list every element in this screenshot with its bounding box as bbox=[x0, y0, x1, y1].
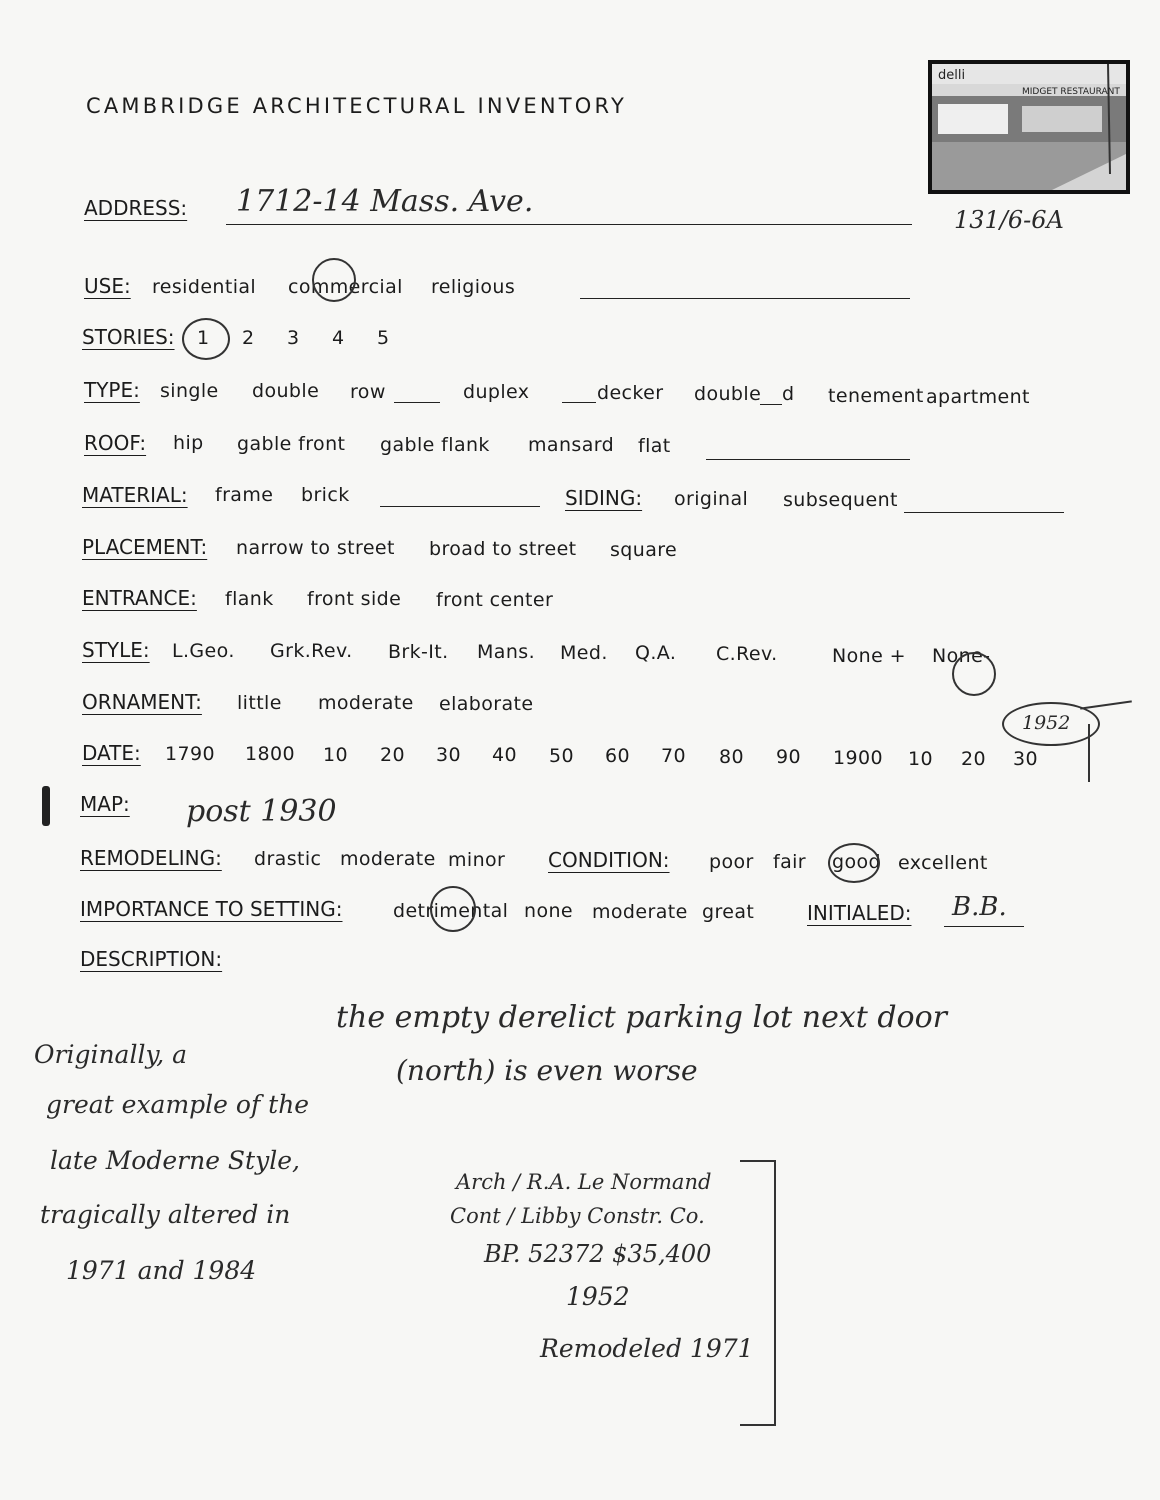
address-ref: 131/6-6A bbox=[954, 206, 1064, 234]
style-grkrev[interactable]: Grk.Rev. bbox=[270, 640, 353, 662]
type-label: TYPE: bbox=[84, 378, 140, 402]
style-none-minus[interactable]: None- bbox=[932, 645, 991, 667]
remodeling-drastic[interactable]: drastic bbox=[254, 848, 322, 870]
ornament-little[interactable]: little bbox=[237, 692, 282, 714]
type-row-line bbox=[394, 402, 440, 403]
roof-hip[interactable]: hip bbox=[173, 432, 204, 454]
remodeling-label: REMODELING: bbox=[80, 846, 222, 870]
condition-good-circle bbox=[828, 843, 880, 883]
ornament-label: ORNAMENT: bbox=[82, 690, 202, 714]
note-side-line5: 1971 and 1984 bbox=[66, 1256, 257, 1285]
type-decker-line bbox=[562, 402, 596, 403]
entrance-front-center[interactable]: front center bbox=[436, 589, 554, 611]
date-label: DATE: bbox=[82, 741, 141, 765]
note-arch-line3: BP. 52372 $35,400 bbox=[484, 1240, 712, 1268]
date-1900[interactable]: 1900 bbox=[833, 747, 883, 769]
date-1910[interactable]: 10 bbox=[908, 748, 933, 770]
stories-5[interactable]: 5 bbox=[377, 327, 390, 349]
roof-gable-flank[interactable]: gable flank bbox=[380, 434, 490, 456]
type-duplex[interactable]: duplex bbox=[463, 381, 530, 403]
importance-detrimental-circle bbox=[430, 886, 476, 932]
date-1790[interactable]: 1790 bbox=[165, 743, 215, 765]
date-70[interactable]: 70 bbox=[661, 745, 686, 767]
placement-square[interactable]: square bbox=[610, 539, 678, 561]
date-1800[interactable]: 1800 bbox=[245, 743, 295, 765]
use-label: USE: bbox=[84, 274, 131, 298]
style-lgeo[interactable]: L.Geo. bbox=[172, 640, 235, 662]
roof-label: ROOF: bbox=[84, 431, 147, 455]
address-label: ADDRESS: bbox=[84, 196, 188, 220]
description-label: DESCRIPTION: bbox=[80, 947, 223, 971]
date-1930[interactable]: 30 bbox=[1013, 748, 1038, 770]
style-none-minus-circle bbox=[952, 652, 996, 696]
placement-label: PLACEMENT: bbox=[82, 535, 208, 559]
use-residential[interactable]: residential bbox=[152, 276, 257, 298]
note-bracket bbox=[740, 1160, 776, 1426]
placement-broad[interactable]: broad to street bbox=[429, 538, 577, 560]
form-title: CAMBRIDGE ARCHITECTURAL INVENTORY bbox=[86, 94, 628, 118]
importance-great[interactable]: great bbox=[702, 901, 755, 923]
entrance-flank[interactable]: flank bbox=[225, 588, 274, 610]
importance-moderate[interactable]: moderate bbox=[592, 901, 688, 923]
type-d[interactable]: d bbox=[782, 383, 795, 405]
date-20[interactable]: 20 bbox=[380, 744, 405, 766]
date-30[interactable]: 30 bbox=[436, 744, 461, 766]
use-commercial[interactable]: commercial bbox=[288, 276, 403, 298]
note-side-line1: Originally, a bbox=[34, 1040, 188, 1069]
photo-sign-restaurant: MIDGET RESTAURANT bbox=[1022, 87, 1120, 97]
margin-mark bbox=[42, 786, 50, 826]
type-apartment[interactable]: apartment bbox=[926, 386, 1030, 408]
roof-gable-front[interactable]: gable front bbox=[237, 433, 346, 455]
style-med[interactable]: Med. bbox=[560, 642, 608, 664]
address-value: 1712-14 Mass. Ave. bbox=[236, 184, 534, 219]
condition-fair[interactable]: fair bbox=[773, 851, 807, 873]
placement-narrow[interactable]: narrow to street bbox=[236, 537, 395, 559]
note-side-line3: late Moderne Style, bbox=[50, 1146, 300, 1175]
type-double[interactable]: double bbox=[252, 380, 320, 402]
date-handwritten-1952: 1952 bbox=[1022, 712, 1071, 734]
date-1920[interactable]: 20 bbox=[961, 748, 986, 770]
use-commercial-circle bbox=[312, 258, 356, 302]
roof-other-line bbox=[706, 459, 910, 460]
type-double-d-line bbox=[760, 404, 782, 405]
initialed-value: B.B. bbox=[952, 892, 1007, 922]
condition-poor[interactable]: poor bbox=[709, 851, 754, 873]
entrance-label: ENTRANCE: bbox=[82, 586, 197, 610]
style-crev[interactable]: C.Rev. bbox=[716, 643, 778, 665]
note-parking-line1: the empty derelict parking lot next door bbox=[336, 1000, 948, 1035]
condition-excellent[interactable]: excellent bbox=[898, 852, 988, 874]
roof-mansard[interactable]: mansard bbox=[528, 434, 615, 456]
note-arch-line1: Arch / R.A. Le Normand bbox=[456, 1170, 712, 1194]
style-mans[interactable]: Mans. bbox=[477, 641, 536, 663]
initialed-label: INITIALED: bbox=[807, 901, 912, 925]
map-label: MAP: bbox=[80, 792, 130, 816]
condition-good[interactable]: good bbox=[832, 851, 881, 873]
siding-subsequent[interactable]: subsequent bbox=[783, 489, 898, 511]
date-strike-mark bbox=[1080, 700, 1132, 709]
type-row[interactable]: row bbox=[350, 381, 386, 403]
siding-original[interactable]: original bbox=[674, 488, 749, 510]
note-parking-line2: (north) is even worse bbox=[396, 1054, 698, 1087]
use-other-line bbox=[580, 298, 910, 299]
type-tenement[interactable]: tenement bbox=[828, 385, 924, 407]
siding-other-line bbox=[904, 512, 1064, 513]
material-other-line bbox=[380, 506, 540, 507]
ornament-elaborate[interactable]: elaborate bbox=[439, 693, 534, 715]
stories-1[interactable]: 1 bbox=[197, 327, 210, 349]
importance-none[interactable]: none bbox=[524, 900, 573, 922]
entrance-front-side[interactable]: front side bbox=[307, 588, 402, 610]
note-arch-line5: Remodeled 1971 bbox=[540, 1334, 754, 1363]
note-arch-line4: 1952 bbox=[566, 1282, 630, 1311]
photo-sign-deli: delli bbox=[938, 68, 966, 83]
note-side-line4: tragically altered in bbox=[40, 1200, 291, 1229]
date-pointer-line bbox=[1088, 724, 1090, 782]
remodeling-minor[interactable]: minor bbox=[448, 849, 506, 871]
date-90[interactable]: 90 bbox=[776, 746, 801, 768]
siding-label: SIDING: bbox=[565, 486, 643, 510]
initialed-line bbox=[944, 926, 1024, 927]
date-50[interactable]: 50 bbox=[549, 745, 574, 767]
material-label: MATERIAL: bbox=[82, 483, 188, 507]
use-religious[interactable]: religious bbox=[431, 276, 516, 298]
note-side-line2: great example of the bbox=[46, 1090, 310, 1119]
importance-label: IMPORTANCE TO SETTING: bbox=[80, 897, 343, 921]
storefront-image bbox=[932, 64, 1126, 190]
style-none-plus[interactable]: None + bbox=[832, 645, 906, 667]
importance-detrimental[interactable]: detrimental bbox=[393, 900, 509, 922]
material-frame[interactable]: frame bbox=[215, 484, 274, 506]
style-qa[interactable]: Q.A. bbox=[635, 642, 677, 664]
ornament-moderate[interactable]: moderate bbox=[318, 692, 414, 714]
building-photo bbox=[928, 60, 1130, 194]
condition-label: CONDITION: bbox=[548, 848, 670, 872]
note-arch-line2: Cont / Libby Constr. Co. bbox=[450, 1204, 705, 1228]
stories-4[interactable]: 4 bbox=[332, 327, 345, 349]
date-10[interactable]: 10 bbox=[323, 744, 348, 766]
map-handwritten: post 1930 bbox=[186, 794, 337, 829]
stories-2[interactable]: 2 bbox=[242, 327, 255, 349]
style-label: STYLE: bbox=[82, 638, 150, 662]
type-single[interactable]: single bbox=[160, 380, 219, 402]
address-line bbox=[226, 224, 912, 225]
stories-3[interactable]: 3 bbox=[287, 327, 300, 349]
stories-label: STORIES: bbox=[82, 325, 175, 349]
type-double-d[interactable]: double bbox=[694, 383, 762, 405]
style-brkit[interactable]: Brk-It. bbox=[388, 641, 449, 663]
roof-flat[interactable]: flat bbox=[638, 435, 671, 457]
remodeling-moderate[interactable]: moderate bbox=[340, 848, 436, 870]
date-60[interactable]: 60 bbox=[605, 745, 630, 767]
type-decker[interactable]: decker bbox=[597, 382, 664, 404]
stories-1-circle bbox=[182, 318, 230, 360]
material-brick[interactable]: brick bbox=[301, 484, 350, 506]
date-80[interactable]: 80 bbox=[719, 746, 744, 768]
date-40[interactable]: 40 bbox=[492, 744, 517, 766]
